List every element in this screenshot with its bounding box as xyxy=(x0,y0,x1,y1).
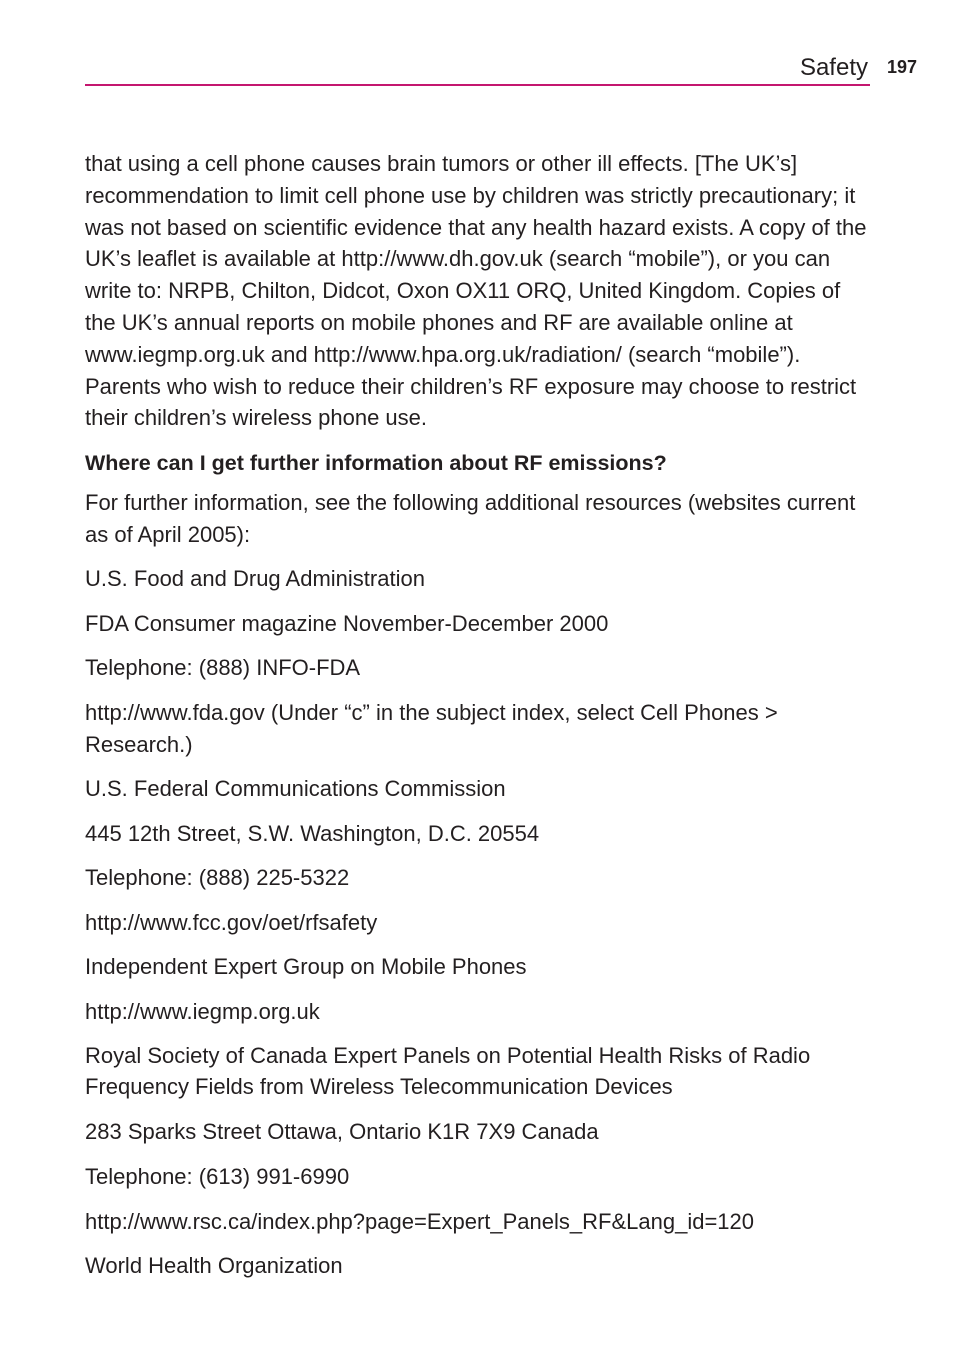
resource-rsc xyxy=(85,1040,875,1238)
page-number: 197 xyxy=(887,57,918,77)
resource-telephone: Telephone: (888) 225-5322 xyxy=(85,865,350,891)
resource-title: Royal Society of Canada Expert Panels on Potential Health Risks of Radio Frequency Fields from Wireless Telecommunication Devices xyxy=(85,1042,811,1100)
resource-telephone: Telephone: (613) 991-6990 xyxy=(85,1163,350,1189)
section-intro: For further information, see the following additional resources (websites current as of April 2005): xyxy=(85,490,856,547)
resource-fda xyxy=(85,563,875,761)
resource-url[interactable]: http://www.rsc.ca/index.php?page=Expert_Panels_RF&Lang_id=120 xyxy=(85,1208,754,1234)
page-header xyxy=(85,52,870,86)
section-heading: Where can I get further information about RF emissions? xyxy=(85,451,667,476)
resource-telephone: Telephone: (888) INFO-FDA xyxy=(85,655,361,681)
resource-iegmp xyxy=(85,951,875,1028)
section-title: Safety xyxy=(799,54,868,81)
resource-address: 283 Sparks Street Ottawa, Ontario K1R 7X9 Canada xyxy=(85,1119,599,1145)
page-body xyxy=(85,148,875,1281)
resource-url[interactable]: http://www.iegmp.org.uk xyxy=(85,998,320,1024)
resource-title: World Health Organization xyxy=(85,1252,343,1278)
resource-title: Independent Expert Group on Mobile Phones xyxy=(85,953,527,979)
resource-title: U.S. Food and Drug Administration xyxy=(85,565,425,591)
resource-url[interactable]: http://www.fda.gov (Under “c” in the subject index, select Cell Phones > Research.) xyxy=(85,700,778,757)
intro-paragraph: that using a cell phone causes brain tumors or other ill effects. [The UK’s] recommendation to limit cell phone use by children was strictly precautionary; it was not based on scientific evidence that any health hazard exists. A copy of the UK’s leaflet is available at http://www.dh.gov.uk (search “mobile”), or you can write to: NRPB, Chilton, Didcot, Oxon OX11 ORQ, United Kingdom. Copies of the UK’s annual reports on mobile phones and RF are available online at www.iegmp.org.uk and http://www.hpa.org.uk/radiation/ (search “mobile”). Parents who wish to reduce their children’s RF exposure may choose to restrict their children’s wireless phone use. xyxy=(85,151,867,431)
resource-title: U.S. Federal Communications Commission xyxy=(85,775,506,801)
resource-who xyxy=(85,1250,875,1282)
resource-line: FDA Consumer magazine November-December 2000 xyxy=(85,610,609,636)
resource-address: 445 12th Street, S.W. Washington, D.C. 20554 xyxy=(85,820,540,846)
resource-url[interactable]: http://www.fcc.gov/oet/rfsafety xyxy=(85,910,378,936)
resource-fcc xyxy=(85,773,875,939)
